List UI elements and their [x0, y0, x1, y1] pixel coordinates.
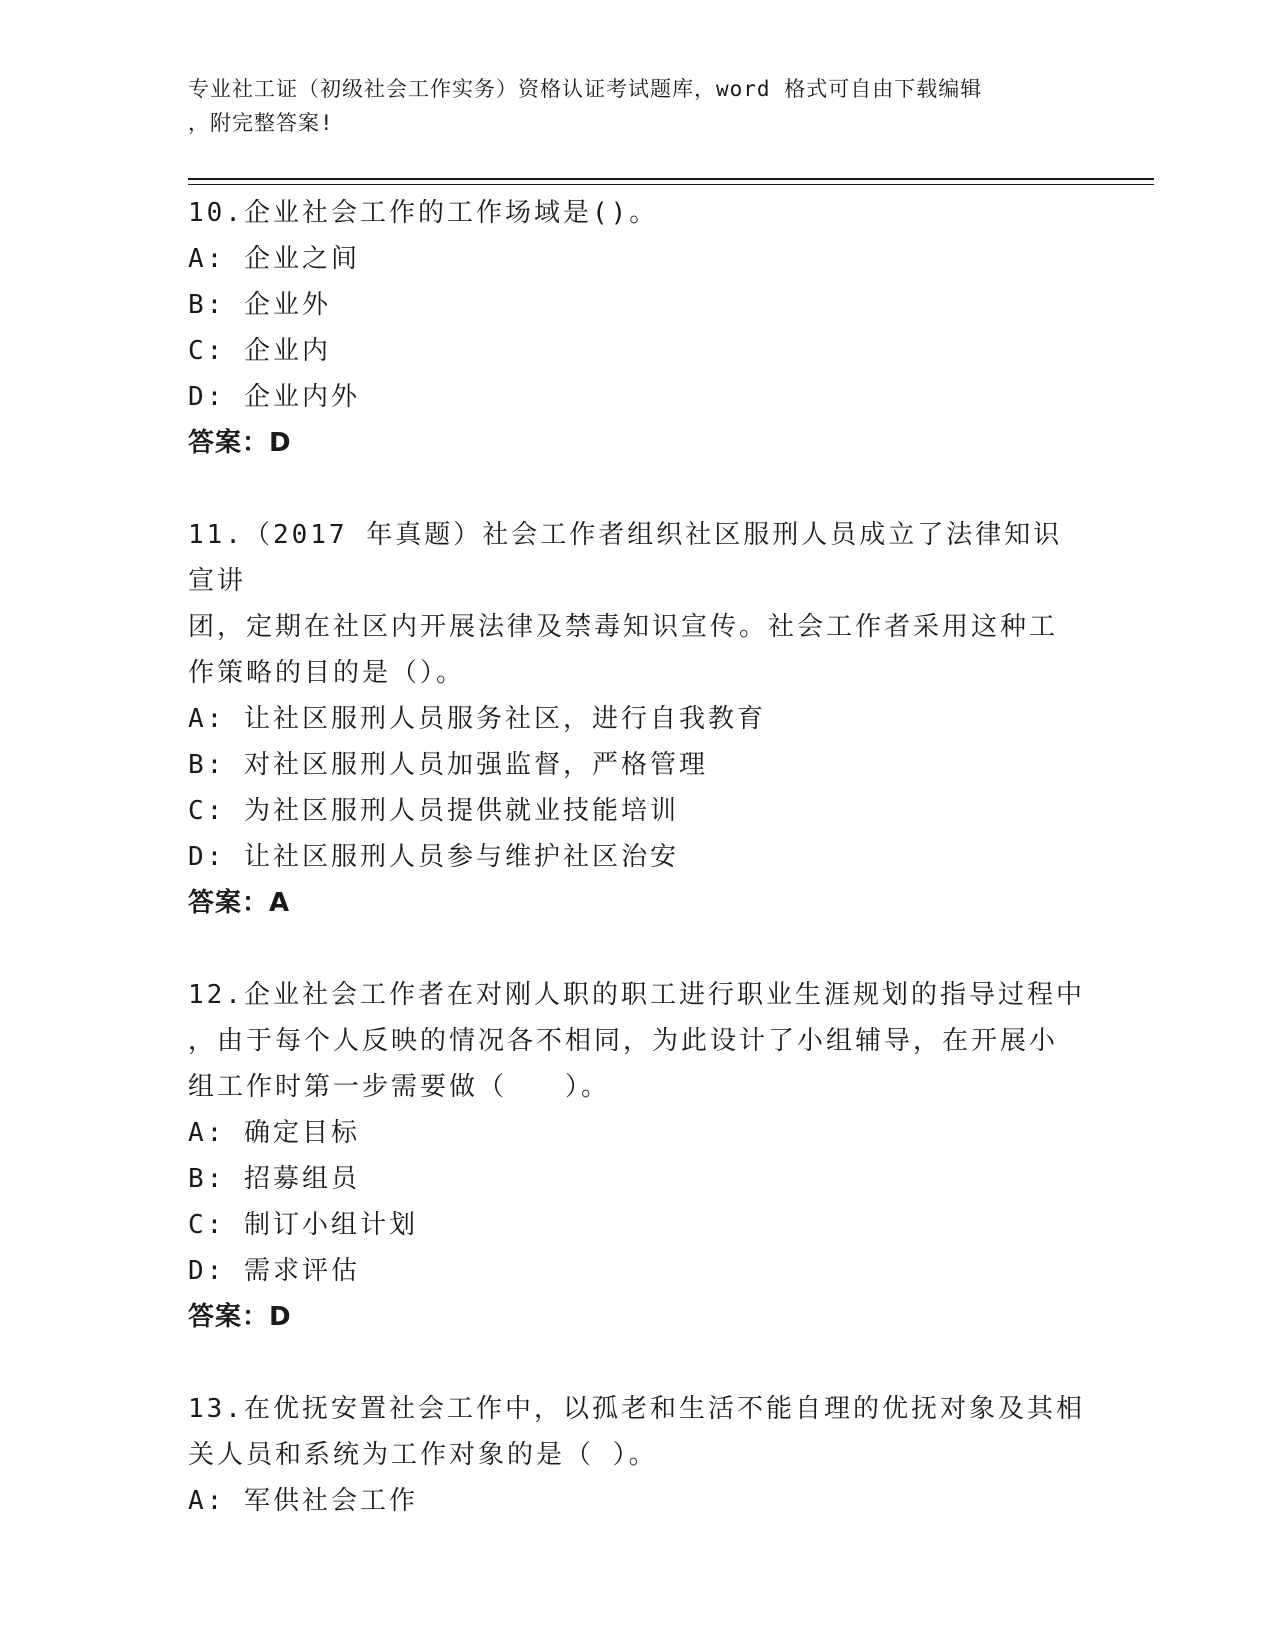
option-c: C: 制订小组计划 — [188, 1210, 418, 1240]
option-c: C: 为社区服刑人员提供就业技能培训 — [188, 796, 679, 826]
answer: 答案：D — [188, 1302, 292, 1332]
question-text: 11.（2017 年真题）社会工作者组织社区服刑人员成立了法律知识宣讲 — [188, 520, 1063, 596]
question-list — [188, 190, 1088, 1570]
question-text: 作策略的目的是（）。 — [188, 658, 466, 688]
option-a: A: 企业之间 — [188, 244, 360, 274]
header-line-1: 专业社工证（初级社会工作实务）资格认证考试题库，word 格式可自由下载编辑 — [188, 77, 983, 101]
option-b: B: 对社区服刑人员加强监督，严格管理 — [188, 750, 708, 780]
question-text: ，由于每个人反映的情况各不相同，为此设计了小组辅导，在开展小 — [188, 1026, 1059, 1056]
option-d: D: 企业内外 — [188, 382, 360, 412]
question-text: 13.在优抚安置社会工作中，以孤老和生活不能自理的优抚对象及其相 — [188, 1394, 1085, 1424]
question-text: 12.企业社会工作者在对刚人职的职工进行职业生涯规划的指导过程中 — [188, 980, 1085, 1010]
question-text: 团，定期在社区内开展法律及禁毒知识宣传。社会工作者采用这种工 — [188, 612, 1059, 642]
question-11 — [188, 512, 1088, 926]
header-line-2: ，附完整答案! — [188, 111, 334, 135]
option-a: A: 军供社会工作 — [188, 1486, 418, 1516]
option-d: D: 需求评估 — [188, 1256, 360, 1286]
question-12 — [188, 972, 1088, 1340]
option-c: C: 企业内 — [188, 336, 331, 366]
document-header — [188, 72, 1068, 140]
option-b: B: 招募组员 — [188, 1164, 360, 1194]
option-d: D: 让社区服刑人员参与维护社区治安 — [188, 842, 679, 872]
option-a: A: 确定目标 — [188, 1118, 360, 1148]
question-text: 10.企业社会工作的工作场域是()。 — [188, 198, 659, 228]
header-rule-thick — [188, 178, 1154, 180]
answer: 答案：D — [188, 428, 292, 458]
header-rule-thin — [188, 184, 1154, 185]
option-b: B: 企业外 — [188, 290, 331, 320]
question-10 — [188, 190, 1088, 466]
answer: 答案：A — [188, 888, 291, 918]
question-text: 关人员和系统为工作对象的是（ ）。 — [188, 1440, 658, 1470]
question-text: 组工作时第一步需要做（ ）。 — [188, 1072, 611, 1102]
option-a: A: 让社区服刑人员服务社区，进行自我教育 — [188, 704, 766, 734]
question-13 — [188, 1386, 1088, 1524]
